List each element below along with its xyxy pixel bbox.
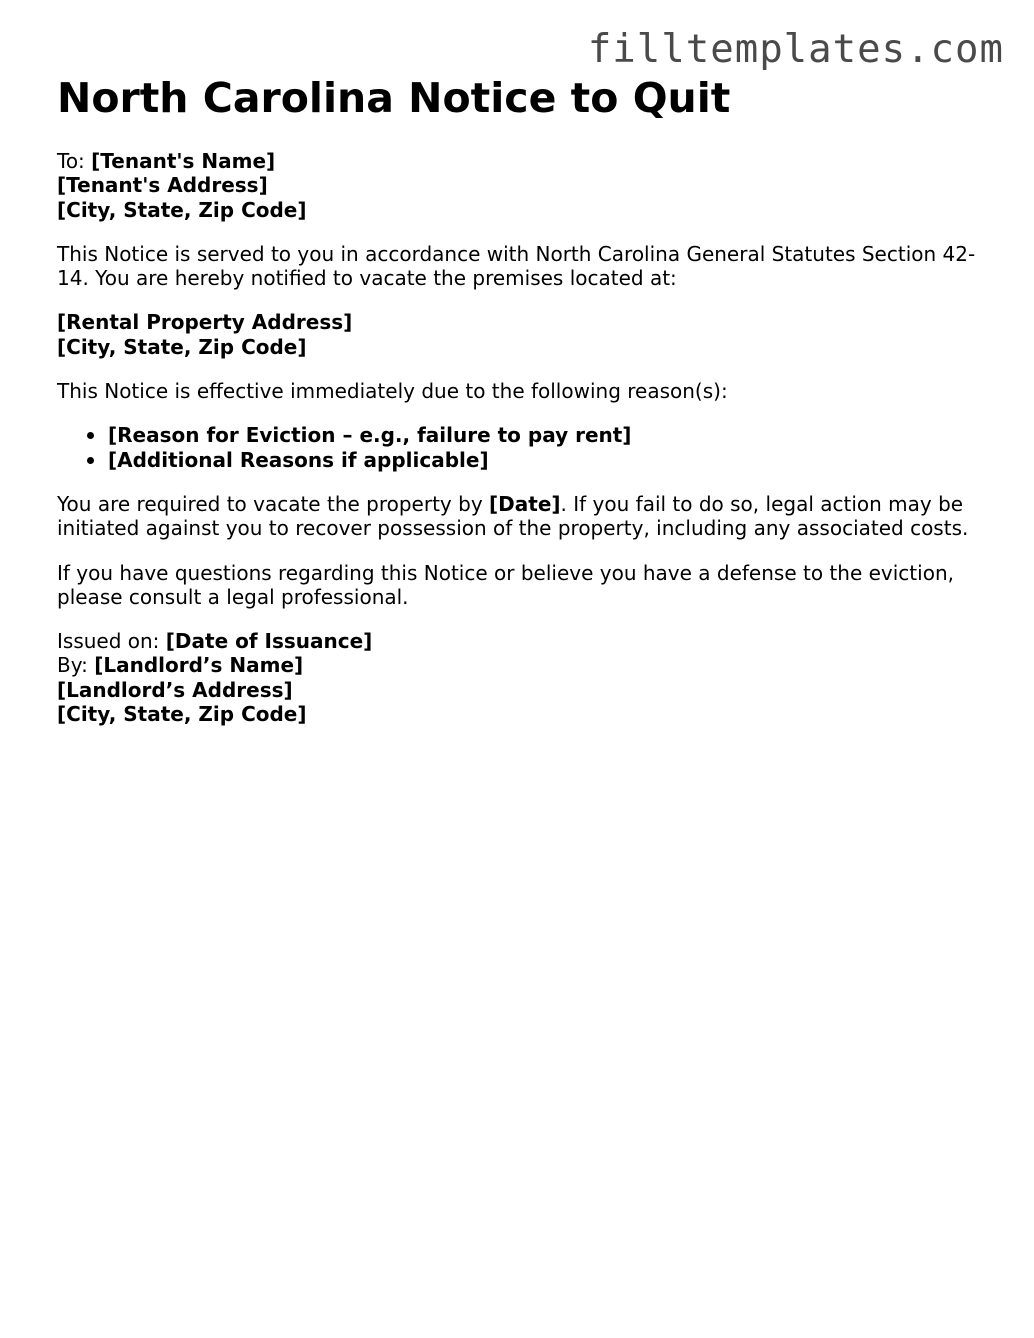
to-label: To: (57, 149, 85, 173)
property-address-placeholder: [Rental Property Address] (57, 310, 353, 335)
by-label: By: (57, 653, 88, 678)
watermark: filltemplates.com (587, 27, 1004, 72)
issuance-date-placeholder: [Date of Issuance] (165, 629, 373, 654)
list-item: [Reason for Eviction – e.g., failure to pay rent] (108, 423, 997, 447)
issued-on-label: Issued on: (57, 629, 160, 654)
issuance-block (57, 629, 997, 726)
reasons-intro: This Notice is effective immediately due to the following reason(s): (57, 379, 728, 404)
recipient-to-line (57, 149, 997, 173)
document-title: North Carolina Notice to Quit (57, 74, 731, 122)
tenant-name-placeholder: [Tenant's Name] (91, 149, 276, 173)
vacate-date-placeholder: [Date] (489, 491, 561, 516)
tenant-address-placeholder: [Tenant's Address] (57, 173, 268, 198)
vacate-text-before: You are required to vacate the property by (57, 491, 490, 516)
intro-paragraph: This Notice is served to you in accordance with North Carolina General Statutes Section 42-14. You are hereby notified to vacate the premises located at: (57, 241, 976, 291)
landlord-address-placeholder: [Landlord’s Address] (57, 677, 293, 702)
list-item: [Additional Reasons if applicable] (108, 448, 997, 472)
recipient-block (57, 149, 997, 222)
reasons-list (57, 423, 997, 472)
property-city-state-zip-placeholder: [City, State, Zip Code] (57, 334, 307, 359)
issued-on-line (57, 629, 997, 653)
landlord-name-placeholder: [Landlord’s Name] (94, 653, 304, 678)
document-body (57, 149, 997, 746)
vacate-text-after: . If you fail to do so, legal action may be initiated against you to recover possession of the property, including any associated costs. (57, 491, 969, 541)
landlord-city-state-zip-placeholder: [City, State, Zip Code] (57, 702, 307, 727)
vacate-paragraph (57, 492, 997, 541)
tenant-city-state-zip-placeholder: [City, State, Zip Code] (57, 197, 307, 222)
property-block (57, 310, 997, 359)
issued-by-line (57, 653, 997, 677)
questions-paragraph: If you have questions regarding this Notice or believe you have a defense to the eviction, please consult a legal professional. (57, 560, 954, 609)
